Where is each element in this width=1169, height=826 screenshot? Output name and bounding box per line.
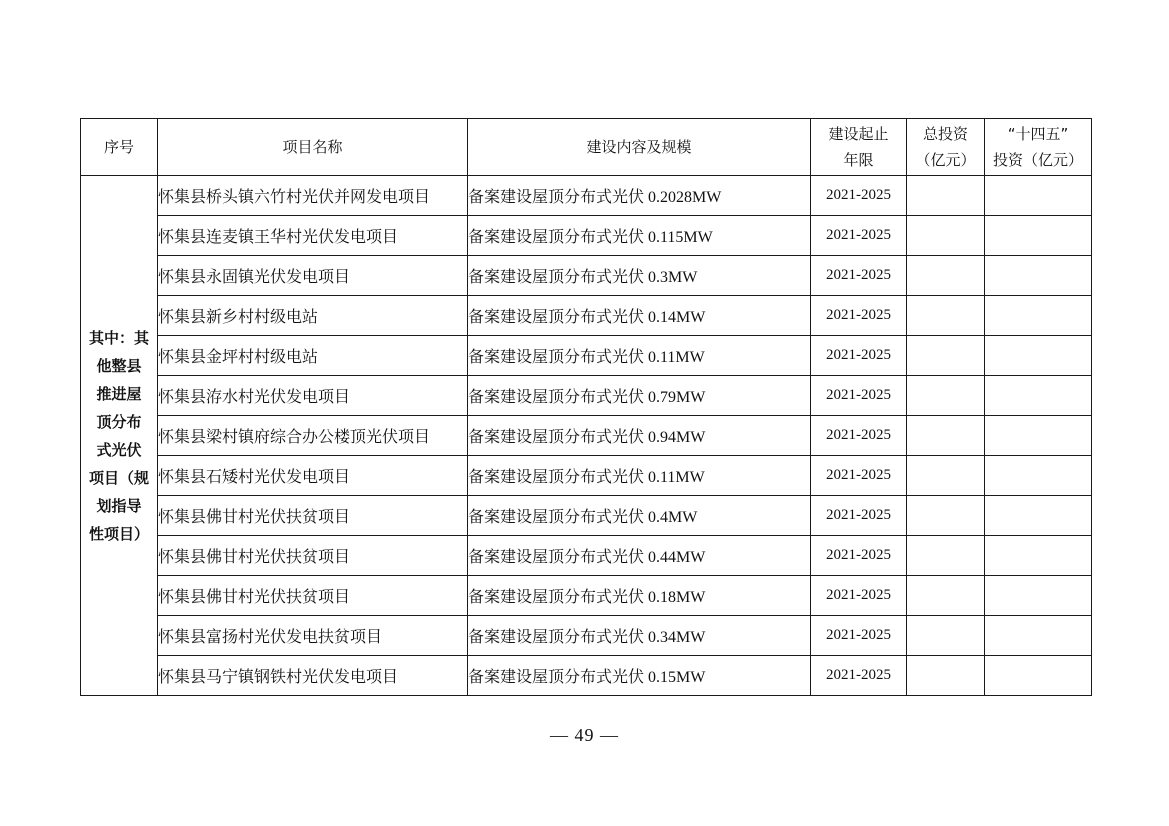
table-row [81,656,1092,696]
table-row [81,456,1092,496]
construction-content-cell [468,656,811,696]
project-name-cell: 怀集县金坪村村级电站 [158,336,468,376]
table-row [81,176,1092,216]
content-prefix: 备案建设屋顶分布式光伏 [468,627,645,646]
content-prefix: 备案建设屋顶分布式光伏 [468,267,645,286]
project-name-cell: 怀集县梁村镇府综合办公楼顶光伏项目 [158,416,468,456]
total-investment-cell [907,536,985,576]
header-total-investment-line-1: 总投资 [922,125,968,143]
construction-content-cell [468,376,811,416]
total-investment-cell [907,616,985,656]
period-cell: 2021-2025 [811,616,907,656]
project-name-cell: 怀集县新乡村村级电站 [158,296,468,336]
capacity-value: 0.79MW [648,389,706,406]
content-prefix: 备案建设屋顶分布式光伏 [468,547,645,566]
group-label-line: 划指导 [96,496,142,515]
content-prefix: 备案建设屋顶分布式光伏 [468,427,645,446]
header-period-line-2: 年限 [843,151,874,169]
page-number: — 49 — [550,725,619,745]
period-cell: 2021-2025 [811,176,907,216]
project-name-cell: 怀集县永固镇光伏发电项目 [158,256,468,296]
construction-content-cell [468,216,811,256]
capacity-value: 0.2028MW [648,189,722,206]
plan-investment-cell [985,536,1092,576]
construction-content-cell [468,256,811,296]
construction-content-cell [468,296,811,336]
capacity-value: 0.11MW [648,469,705,486]
period-cell: 2021-2025 [811,416,907,456]
period-cell: 2021-2025 [811,536,907,576]
header-project-name: 项目名称 [158,119,468,176]
capacity-value: 0.34MW [648,629,706,646]
period-cell: 2021-2025 [811,296,907,336]
construction-content-cell [468,176,811,216]
plan-investment-cell [985,256,1092,296]
period-cell: 2021-2025 [811,496,907,536]
group-label-line: 性项目） [88,524,149,543]
project-table [80,118,1092,696]
total-investment-cell [907,336,985,376]
group-label-line: 其中：其 [88,328,149,347]
plan-investment-cell [985,456,1092,496]
header-total-investment [907,119,985,176]
total-investment-cell [907,216,985,256]
table-header-row [81,119,1092,176]
table-row [81,496,1092,536]
group-label-line: 他整县 [96,356,142,375]
content-prefix: 备案建设屋顶分布式光伏 [468,387,645,406]
header-plan-investment-line-2: 投资（亿元） [992,151,1083,169]
total-investment-cell [907,416,985,456]
project-name-cell: 怀集县佛甘村光伏扶贫项目 [158,496,468,536]
capacity-value: 0.15MW [648,669,706,686]
table-row [81,536,1092,576]
plan-investment-cell [985,176,1092,216]
total-investment-cell [907,256,985,296]
total-investment-cell [907,656,985,696]
period-cell: 2021-2025 [811,376,907,416]
construction-content-cell [468,336,811,376]
period-cell: 2021-2025 [811,576,907,616]
table-row [81,256,1092,296]
content-prefix: 备案建设屋顶分布式光伏 [468,307,645,326]
content-prefix: 备案建设屋顶分布式光伏 [468,347,645,366]
plan-investment-cell [985,376,1092,416]
table-row [81,376,1092,416]
construction-content-cell [468,576,811,616]
project-name-cell: 怀集县佛甘村光伏扶贫项目 [158,576,468,616]
content-prefix: 备案建设屋顶分布式光伏 [468,667,645,686]
period-cell: 2021-2025 [811,456,907,496]
group-label-line: 推进屋 [96,384,142,403]
project-name-cell: 怀集县桥头镇六竹村光伏并网发电项目 [158,176,468,216]
content-prefix: 备案建设屋顶分布式光伏 [468,467,645,486]
table-row [81,416,1092,456]
period-cell: 2021-2025 [811,216,907,256]
plan-investment-cell [985,296,1092,336]
period-cell: 2021-2025 [811,256,907,296]
capacity-value: 0.14MW [648,309,706,326]
capacity-value: 0.44MW [648,549,706,566]
capacity-value: 0.18MW [648,589,706,606]
table-row [81,296,1092,336]
capacity-value: 0.4MW [648,509,698,526]
total-investment-cell [907,496,985,536]
construction-content-cell [468,456,811,496]
table-row [81,336,1092,376]
group-label-line: 项目（规 [88,468,149,487]
total-investment-cell [907,456,985,496]
total-investment-cell [907,576,985,616]
project-name-cell: 怀集县洊水村光伏发电项目 [158,376,468,416]
plan-investment-cell [985,216,1092,256]
table-body [81,176,1092,696]
project-name-cell: 怀集县佛甘村光伏扶贫项目 [158,536,468,576]
capacity-value: 0.11MW [648,349,705,366]
content-prefix: 备案建设屋顶分布式光伏 [468,227,645,246]
project-name-cell: 怀集县富扬村光伏发电扶贫项目 [158,616,468,656]
construction-content-cell [468,536,811,576]
content-prefix: 备案建设屋顶分布式光伏 [468,507,645,526]
content-prefix: 备案建设屋顶分布式光伏 [468,187,645,206]
period-cell: 2021-2025 [811,656,907,696]
group-label-line: 顶分布 [96,412,142,431]
table-row [81,216,1092,256]
plan-investment-cell [985,576,1092,616]
total-investment-cell [907,376,985,416]
period-cell: 2021-2025 [811,336,907,376]
header-plan-investment [985,119,1092,176]
plan-investment-cell [985,336,1092,376]
table-row [81,576,1092,616]
group-label-line: 式光伏 [96,440,142,459]
plan-investment-cell [985,496,1092,536]
header-seq: 序号 [81,119,158,176]
table-row [81,616,1092,656]
capacity-value: 0.94MW [648,429,706,446]
plan-investment-cell [985,616,1092,656]
project-name-cell: 怀集县马宁镇钢铁村光伏发电项目 [158,656,468,696]
project-name-cell: 怀集县连麦镇王华村光伏发电项目 [158,216,468,256]
construction-content-cell [468,416,811,456]
capacity-value: 0.115MW [648,229,713,246]
total-investment-cell [907,176,985,216]
project-name-cell: 怀集县石矮村光伏发电项目 [158,456,468,496]
construction-content-cell [468,496,811,536]
construction-content-cell [468,616,811,656]
header-period-line-1: 建设起止 [828,125,889,143]
total-investment-cell [907,296,985,336]
capacity-value: 0.3MW [648,269,698,286]
header-total-investment-line-2: （亿元） [915,151,976,169]
content-prefix: 备案建设屋顶分布式光伏 [468,587,645,606]
plan-investment-cell [985,656,1092,696]
header-construction-content: 建设内容及规模 [468,119,811,176]
plan-investment-cell [985,416,1092,456]
header-period [811,119,907,176]
group-label-cell [81,176,158,696]
header-plan-investment-line-1: “十四五” [1007,125,1069,143]
